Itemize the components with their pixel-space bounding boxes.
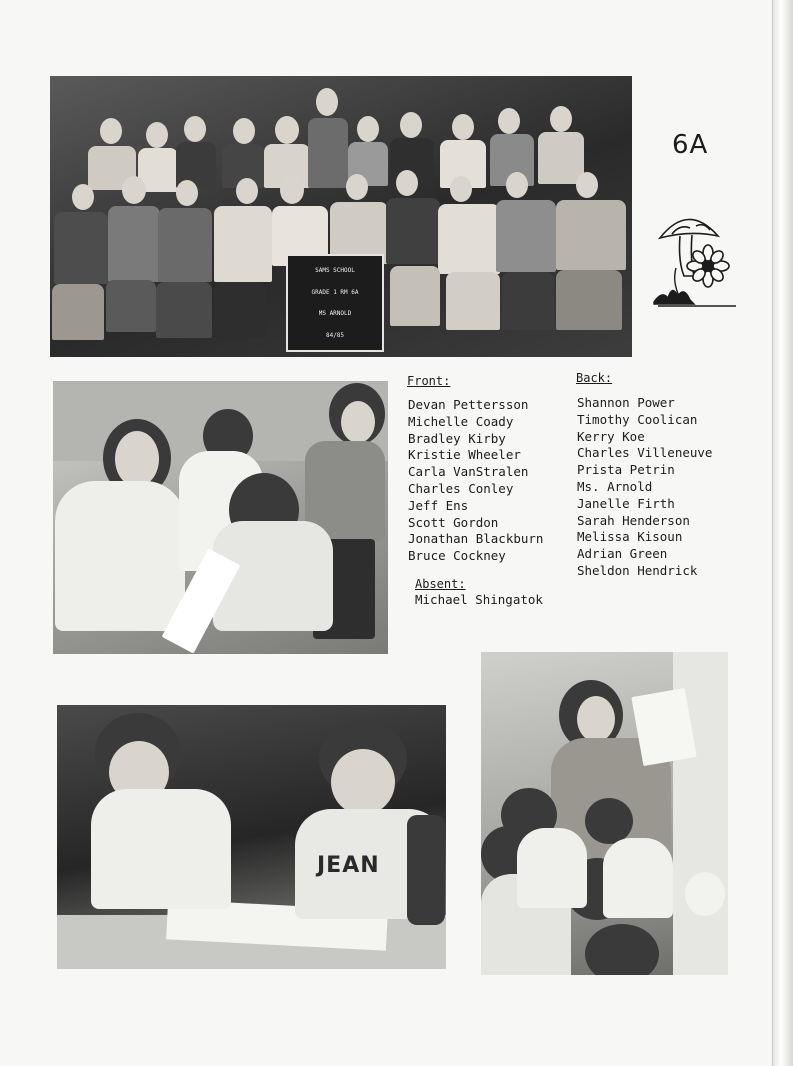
list-item: Ms. Arnold: [577, 478, 653, 494]
sign-line-teacher: MS ARNOLD: [318, 310, 352, 318]
candid-photo-girls-working: [53, 381, 388, 654]
list-item: Charles Conley: [408, 480, 514, 496]
list-item: Kristie Wheeler: [408, 447, 521, 463]
list-item: Scott Gordon: [408, 514, 499, 530]
list-item: Jeff Ens: [408, 497, 469, 513]
list-item: Michael Shingatok: [415, 592, 543, 607]
list-item: Sheldon Hendrick: [577, 562, 698, 578]
list-item: Sarah Henderson: [577, 512, 690, 528]
list-item: Carla VanStralen: [408, 464, 529, 480]
front-name-list: [408, 397, 543, 565]
mushroom-flower-illustration: [650, 206, 740, 310]
back-heading: Back:: [576, 371, 613, 385]
class-sign: [286, 254, 384, 352]
list-item: Devan Pettersson: [408, 397, 529, 412]
sign-line-grade: GRADE 1 RM 6A: [311, 288, 359, 296]
flower-icon: [687, 245, 729, 287]
sign-line-year: 84/85: [325, 331, 345, 339]
sign-line-school: SAMS SCHOOL: [315, 267, 355, 275]
class-photo: [50, 76, 632, 357]
list-item: Timothy Coolican: [577, 411, 698, 427]
absent-heading: Absent:: [415, 577, 466, 591]
list-item: Melissa Kisoun: [577, 529, 683, 545]
list-item: Janelle Firth: [577, 495, 675, 511]
list-item: Michelle Coady: [408, 413, 514, 429]
page-binding-edge: [772, 0, 793, 1066]
list-item: Bradley Kirby: [408, 430, 506, 446]
shirt-text: JEAN: [317, 853, 380, 878]
absent-name-list: [415, 592, 543, 609]
back-name-list: [577, 395, 712, 580]
list-item: Jonathan Blackburn: [408, 531, 544, 547]
front-heading: Front:: [407, 374, 451, 388]
list-item: Charles Villeneuve: [577, 445, 713, 461]
list-item: Bruce Cockney: [408, 548, 506, 564]
list-item: Prista Petrin: [577, 462, 675, 478]
list-item: Kerry Koe: [577, 428, 645, 444]
section-code: 6A: [672, 130, 709, 160]
list-item: Adrian Green: [577, 546, 668, 562]
candid-photo-story-time: [481, 652, 728, 975]
candid-photo-boys-drawing: [57, 705, 446, 969]
list-item: Shannon Power: [577, 395, 675, 410]
